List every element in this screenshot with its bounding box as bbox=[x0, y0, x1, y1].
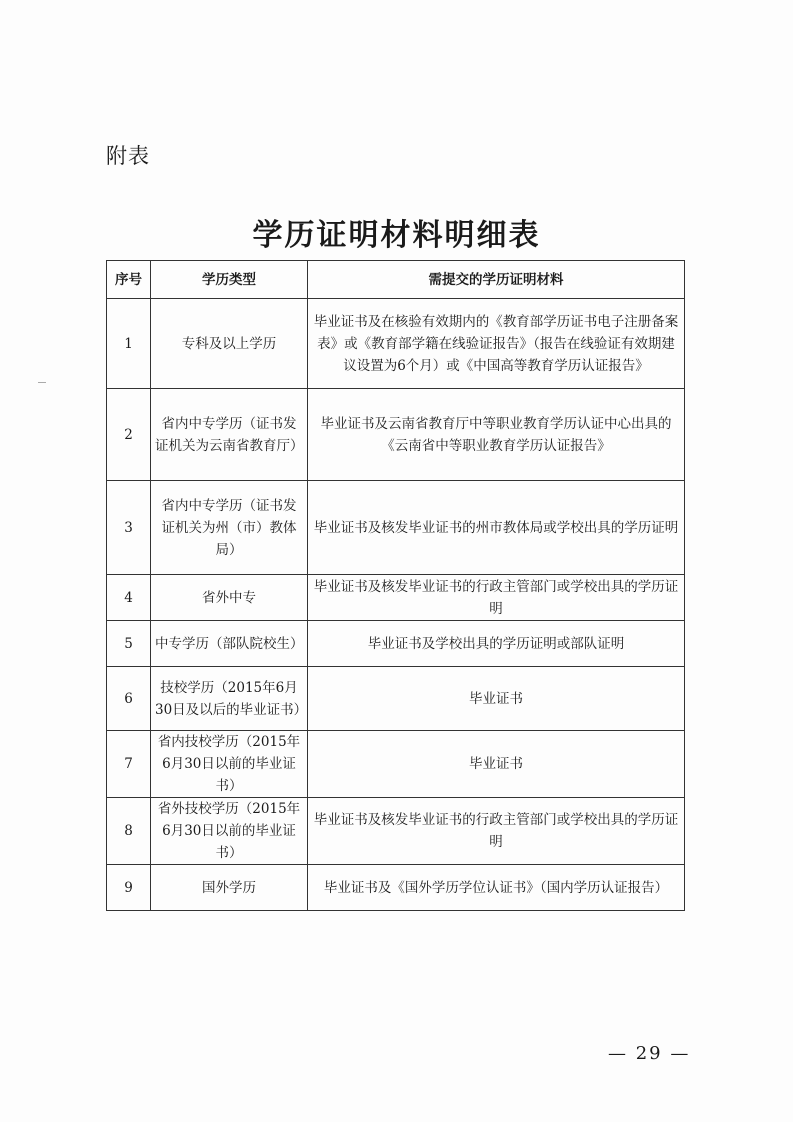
row-no: 3 bbox=[107, 481, 151, 575]
table-header-row bbox=[107, 261, 685, 299]
row-type: 省内中专学历（证书发证机关为州（市）教体局） bbox=[151, 481, 308, 575]
row-type: 中专学历（部队院校生） bbox=[151, 621, 308, 667]
header-type: 学历类型 bbox=[151, 261, 308, 299]
header-no: 序号 bbox=[107, 261, 151, 299]
row-no: 9 bbox=[107, 865, 151, 911]
row-materials: 毕业证书及核发毕业证书的行政主管部门或学校出具的学历证明 bbox=[308, 575, 685, 621]
row-materials: 毕业证书 bbox=[308, 731, 685, 798]
row-no: 1 bbox=[107, 299, 151, 389]
table-row bbox=[107, 299, 685, 389]
page-number: — 29 — bbox=[608, 1043, 691, 1064]
table-row bbox=[107, 621, 685, 667]
row-type: 省外技校学历（2015年6月30日以前的毕业证书） bbox=[151, 798, 308, 865]
table-row bbox=[107, 798, 685, 865]
row-no: 5 bbox=[107, 621, 151, 667]
table-row bbox=[107, 481, 685, 575]
row-type: 专科及以上学历 bbox=[151, 299, 308, 389]
row-materials: 毕业证书及云南省教育厅中等职业教育学历认证中心出具的《云南省中等职业教育学历认证报告》 bbox=[308, 389, 685, 481]
page-title: 学历证明材料明细表 bbox=[252, 218, 541, 253]
row-no: 2 bbox=[107, 389, 151, 481]
table-row bbox=[107, 731, 685, 798]
header-materials: 需提交的学历证明材料 bbox=[308, 261, 685, 299]
row-type: 省内中专学历（证书发证机关为云南省教育厅） bbox=[151, 389, 308, 481]
row-materials: 毕业证书及学校出具的学历证明或部队证明 bbox=[308, 621, 685, 667]
margin-mark bbox=[38, 382, 46, 383]
row-type: 省内技校学历（2015年6月30日以前的毕业证书） bbox=[151, 731, 308, 798]
table-row bbox=[107, 389, 685, 481]
annex-label: 附表 bbox=[106, 144, 150, 168]
row-type: 国外学历 bbox=[151, 865, 308, 911]
table-row bbox=[107, 667, 685, 731]
row-materials: 毕业证书及核发毕业证书的州市教体局或学校出具的学历证明 bbox=[308, 481, 685, 575]
row-type: 技校学历（2015年6月30日及以后的毕业证书） bbox=[151, 667, 308, 731]
row-no: 6 bbox=[107, 667, 151, 731]
row-materials: 毕业证书 bbox=[308, 667, 685, 731]
row-materials: 毕业证书及《国外学历学位认证书》（国内学历认证报告） bbox=[308, 865, 685, 911]
materials-table bbox=[106, 260, 685, 911]
row-no: 7 bbox=[107, 731, 151, 798]
row-no: 8 bbox=[107, 798, 151, 865]
row-type: 省外中专 bbox=[151, 575, 308, 621]
table-row bbox=[107, 865, 685, 911]
table-row bbox=[107, 575, 685, 621]
row-no: 4 bbox=[107, 575, 151, 621]
row-materials: 毕业证书及核发毕业证书的行政主管部门或学校出具的学历证明 bbox=[308, 798, 685, 865]
row-materials: 毕业证书及在核验有效期内的《教育部学历证书电子注册备案表》或《教育部学籍在线验证报告》（报告在线验证有效期建议设置为6个月）或《中国高等教育学历认证报告》 bbox=[308, 299, 685, 389]
